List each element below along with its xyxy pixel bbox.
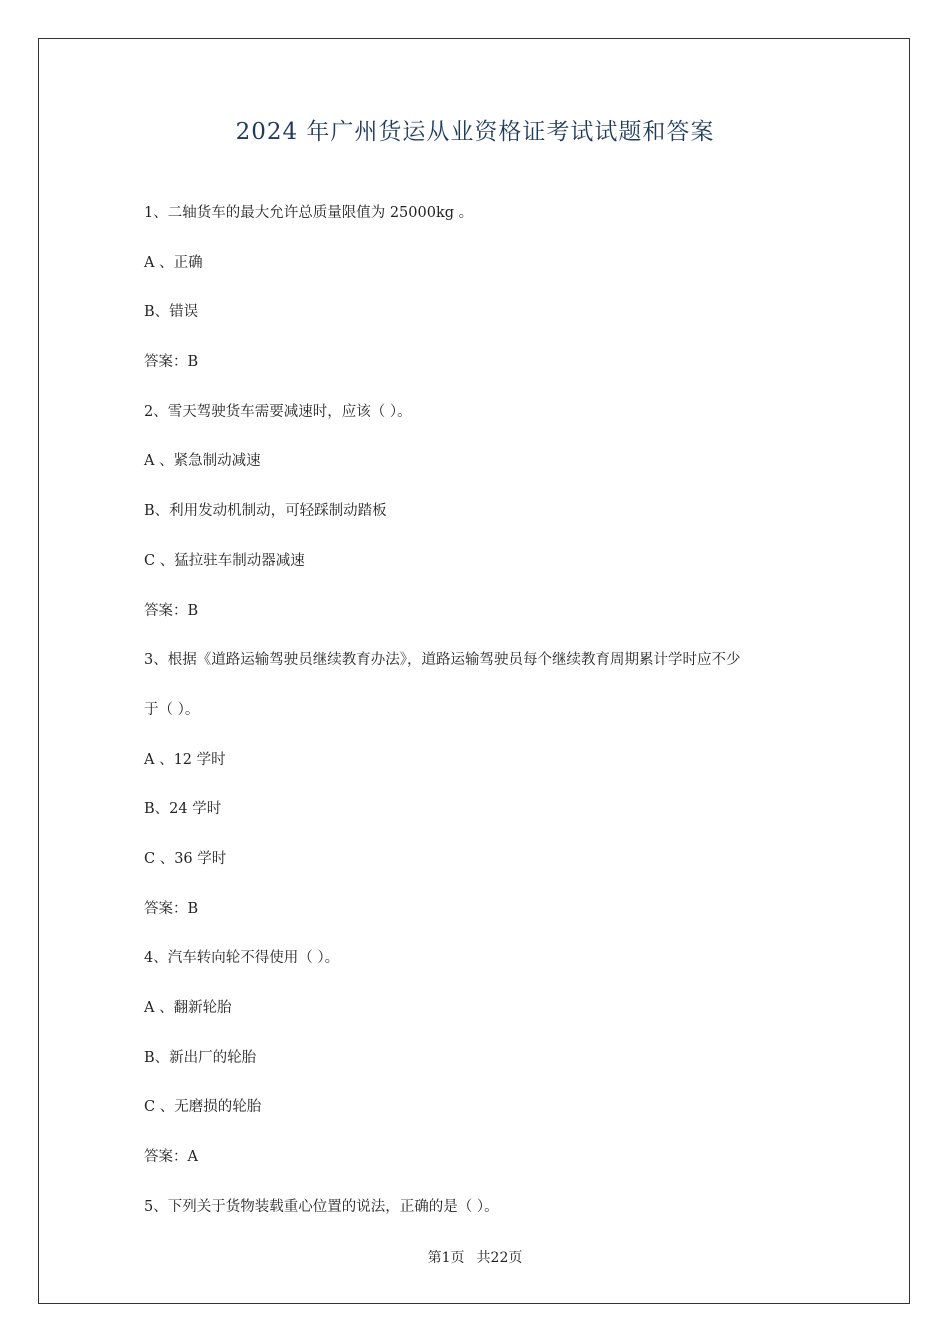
page-total: 共22页 xyxy=(476,1250,523,1266)
question-1-option-b: B、错误 xyxy=(144,304,199,321)
question-3-option-a: A 、12 学时 xyxy=(144,751,226,768)
question-3-option-b: B、24 学时 xyxy=(144,801,222,818)
page-footer xyxy=(0,1247,950,1267)
question-1-text: 1、二轴货车的最大允许总质量限值为 25000kg 。 xyxy=(144,205,474,221)
question-2-option-a: A 、紧急制动减速 xyxy=(144,453,261,470)
question-4-option-a: A 、翻新轮胎 xyxy=(144,1000,232,1016)
question-2-answer: 答案：B xyxy=(144,602,199,619)
question-4-option-c: C 、无磨损的轮胎 xyxy=(144,1099,262,1116)
question-1-option-a: A 、正确 xyxy=(144,254,203,271)
question-4-text: 4、汽车转向轮不得使用（ ）。 xyxy=(144,950,340,967)
question-2-option-c: C 、猛拉驻车制动器减速 xyxy=(144,552,305,569)
document-body xyxy=(144,197,824,1240)
question-2-option-b: B、利用发动机制动，可轻踩制动踏板 xyxy=(144,503,387,520)
question-3-option-c: C 、36 学时 xyxy=(144,850,227,867)
question-5-text: 5、下列关于货物装载重心位置的说法，正确的是（ ）。 xyxy=(144,1198,499,1215)
document-title: 2024 年广州货运从业资格证考试试题和答案 xyxy=(235,119,715,145)
question-2-text: 2、雪天驾驶货车需要减速时，应该（ ）。 xyxy=(144,403,412,420)
question-4-option-b: B、新出厂的轮胎 xyxy=(144,1049,257,1066)
question-4-answer: 答案：A xyxy=(144,1149,198,1166)
question-3-text-continued: 于（ ）。 xyxy=(144,701,200,718)
question-3-answer: 答案：B xyxy=(144,900,199,917)
question-3-text: 3、根据《道路运输驾驶员继续教育办法》，道路运输驾驶员每个继续教育周期累计学时应不少 xyxy=(144,652,741,669)
page-number: 第1页 xyxy=(427,1250,465,1266)
question-1-answer: 答案：B xyxy=(144,354,199,371)
